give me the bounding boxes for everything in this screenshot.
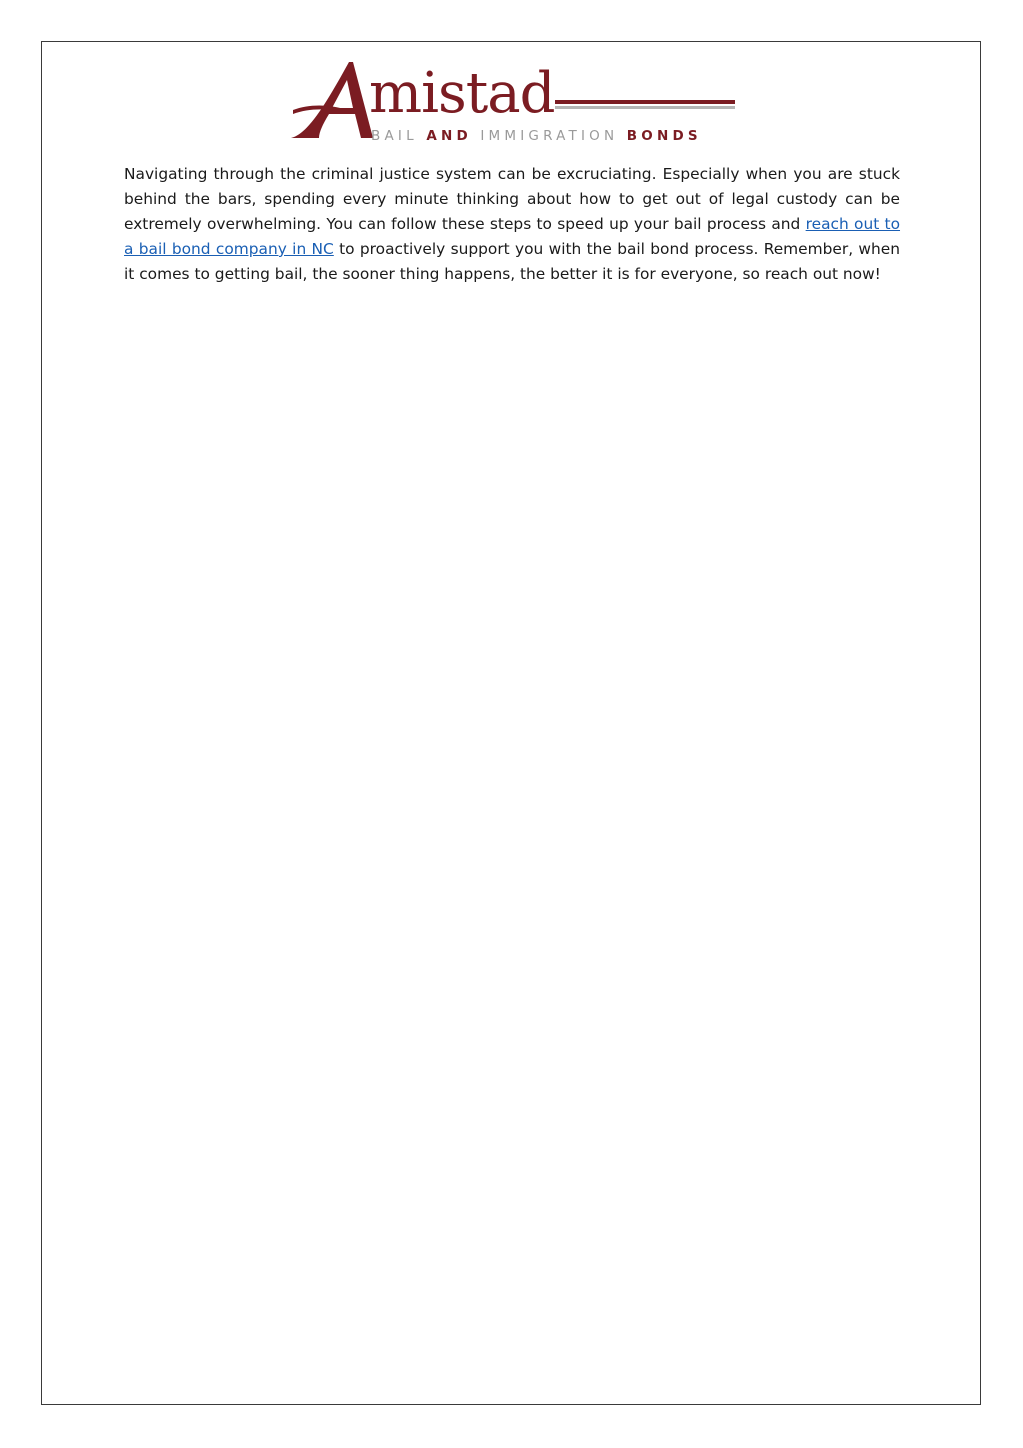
amistad-logo-graphic: [289, 58, 749, 144]
svg-text:mistad: mistad: [369, 61, 555, 126]
bail-bond-company-link[interactable]: reach out to a bail bond company in NC: [124, 215, 901, 258]
svg-text:BAIL AND IMM: BAIL AND IMMIGRATION BONDS: [371, 128, 702, 144]
paragraph-text-after-link: to proactively support you with the bail bond process. Remember, when it comes to getting bail, the sooner thing happens, the better it is for everyone, so reach out now!: [124, 240, 900, 283]
paragraph-text-before-link: Navigating through the criminal justice system can be excruciating. Especially when you are stuck behind the bars, spending every minute thinking about how to get out of legal custody can be extremely overwhelming. You can follow these steps to speed up your bail process and: [124, 165, 900, 233]
amistad-logo: [289, 58, 749, 144]
body-paragraph: [124, 162, 900, 287]
document-page: [41, 41, 981, 1405]
